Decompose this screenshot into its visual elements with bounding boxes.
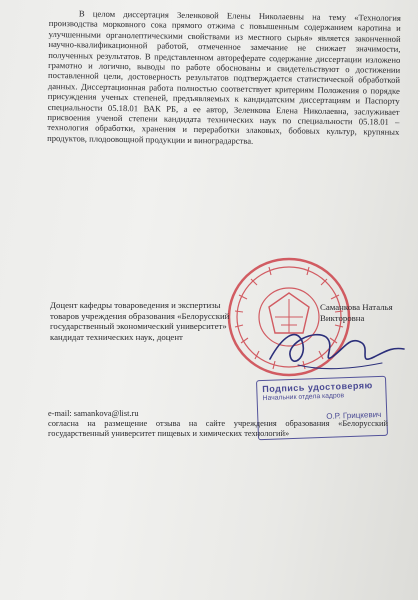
email-line: e-mail: samankova@list.ru bbox=[48, 409, 139, 418]
signer-position-line1: Доцент кафедры товароведения и экспертизы bbox=[50, 300, 221, 310]
signer-surname-name: Саманкова Наталья bbox=[320, 302, 393, 312]
signer-degree-line: кандидат технических наук, доцент bbox=[50, 331, 183, 342]
signer-position-line3: государственный экономический университет» bbox=[50, 321, 227, 332]
stamp-subtitle: Начальник отдела кадров bbox=[262, 392, 345, 403]
stamp-signature-name: О.Р. Грицкевич bbox=[326, 409, 382, 421]
consent-statement: согласна на размещение отзыва на сайте учреждения образования «Белорусский государственный университет пищевых и химических технологий» bbox=[48, 419, 388, 439]
signer-block bbox=[50, 300, 300, 342]
stamp-title: Подпись удостоверяю bbox=[262, 380, 373, 395]
signer-position-line2: товаров учреждения образования «Белорусский bbox=[50, 310, 230, 321]
signer-name bbox=[320, 302, 415, 323]
signer-patronymic: Викторовна bbox=[320, 312, 365, 323]
review-body-paragraph: В целом диссертация Зеленковой Елены Николаевны на тему «Технология производства морковного сока прямого отжима с повышенным содержанием каротина и улучшенными органолептическими свойствами из местного сырья» является законченной научно-квалификационной работой, отмеченное замечание не снижает значимости, полученных результатов. В представленном автореферате содержание диссертации изложено грамотно и логично, выводы по работе обоснованы и свидетельствуют о достижении поставленной цели, достоверность результатов подтверждается статистической обработкой данных. Диссертационная работа полностью соответствует критериям Положения о порядке присуждения ученых степеней, предъявляемых к кандидатским диссертациям и Паспорту специальности 05.18.01 ВАК РБ, а ее автор, Зеленкова Елена Николаевна, заслуживает присвоения ученой степени кандидата технических наук по специальности 05.18.01 – технология обработки, хранения и переработки злаковых, бобовых культур, крупяных продуктов, плодоовощной продукции и виноградарства. bbox=[47, 8, 401, 146]
